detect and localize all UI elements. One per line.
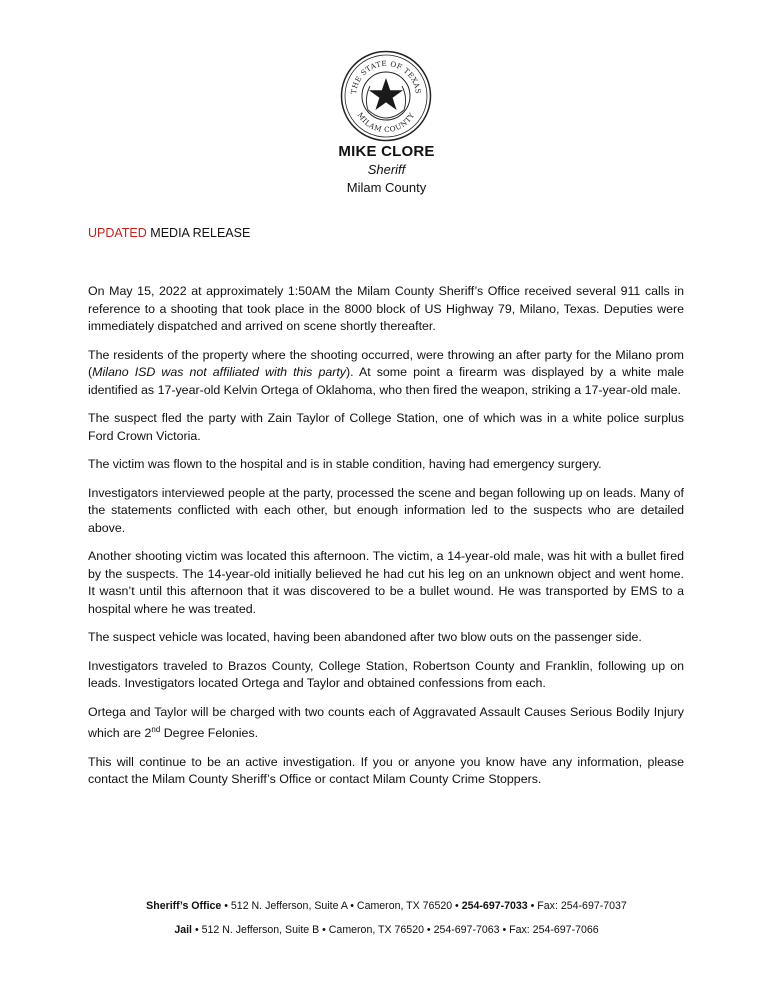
office-fax: • Fax: 254-697-7037 xyxy=(527,900,627,912)
paragraph-6: Another shooting victim was located this afternoon. The victim, a 14-year-old male, was hit with a bullet fired by the suspects. The 14-year-old initially believed he had cut his leg on an unknown object and went home. It wasn’t until this afternoon that it was discovered to be a bullet wound. He was transported by EMS to a hospital where he was treated. xyxy=(88,549,684,616)
paragraph-2 xyxy=(88,347,684,400)
paragraph-3: The suspect fled the party with Zain Taylor of College Station, one of which was in a white police surplus Ford Crown Victoria. xyxy=(88,411,684,443)
county-seal-logo xyxy=(340,50,432,142)
paragraph-4: The victim was flown to the hospital and is in stable condition, having had emergency surgery. xyxy=(88,457,602,471)
paragraph-9-text-b: Degree Felonies. xyxy=(160,726,259,741)
footer-office-line xyxy=(0,900,773,912)
footer-jail-line xyxy=(0,924,773,936)
paragraph-9-text-a: Ortega and Taylor will be charged with two counts each of Aggravated Assault Causes Serious Bodily Injury which are 2 xyxy=(88,704,684,741)
paragraph-10: This will continue to be an active investigation. If you or anyone you know have any information, please contact the Milam County Sheriff’s Office or contact Milam County Crime Stoppers. xyxy=(88,754,684,787)
jail-label: Jail xyxy=(174,924,192,936)
paragraph-7: The suspect vehicle was located, having been abandoned after two blow outs on the passenger side. xyxy=(88,630,642,644)
paragraph-8: Investigators traveled to Brazos County, College Station, Robertson County and Franklin, following up on leads. Investigators located Ortega and Taylor and obtained confessions from each. xyxy=(88,658,684,690)
star-icon xyxy=(369,78,403,110)
paragraph-2-text-b: ). At some point a firearm was displayed by a white male identified as 17-year-old Kelvin Ortega of Oklahoma, who then fired the weapon, striking a 17-year-old male. xyxy=(88,365,685,397)
paragraph-1: On May 15, 2022 at approximately 1:50AM the Milam County Sheriff’s Office received several 911 calls in reference to a shooting that took place in the 8000 block of US Highway 79, Milano, Texas. Deputies were immediately dispatched and arrived on scene shortly thereafter. xyxy=(88,284,684,333)
release-heading xyxy=(88,226,250,240)
office-phone: 254-697-7033 xyxy=(461,900,528,912)
sheriff-title: Sheriff xyxy=(367,162,406,177)
svg-text:MILAM COUNTY: MILAM COUNTY xyxy=(355,110,417,135)
office-address: • 512 N. Jefferson, Suite A • Cameron, TX 76520 • xyxy=(221,900,462,912)
svg-text:THE STATE OF TEXAS: THE STATE OF TEXAS xyxy=(349,58,423,95)
media-release-label: MEDIA RELEASE xyxy=(146,226,251,240)
paragraph-2-italic: Milano ISD was not affiliated with this party xyxy=(92,365,346,379)
paragraph-9 xyxy=(88,704,684,743)
updated-label: UPDATED xyxy=(88,226,147,240)
paragraph-2-text-a: The residents of the property where the shooting occurred, were throwing an after party for the Milano prom ( xyxy=(88,347,684,379)
office-label: Sheriff’s Office xyxy=(146,900,222,912)
release-body xyxy=(88,283,684,800)
paragraph-9-superscript: nd xyxy=(151,725,161,734)
jail-address: • 512 N. Jefferson, Suite B • Cameron, TX 76520 • 254-697-7063 • Fax: 254-697-7066 xyxy=(192,924,599,936)
sheriff-name: MIKE CLORE xyxy=(338,143,435,160)
county-name: Milam County xyxy=(346,180,427,195)
paragraph-5: Investigators interviewed people at the party, processed the scene and began following up on leads. Many of the statements conflicted with each other, but enough information led to the suspects who are detailed above. xyxy=(88,485,684,535)
